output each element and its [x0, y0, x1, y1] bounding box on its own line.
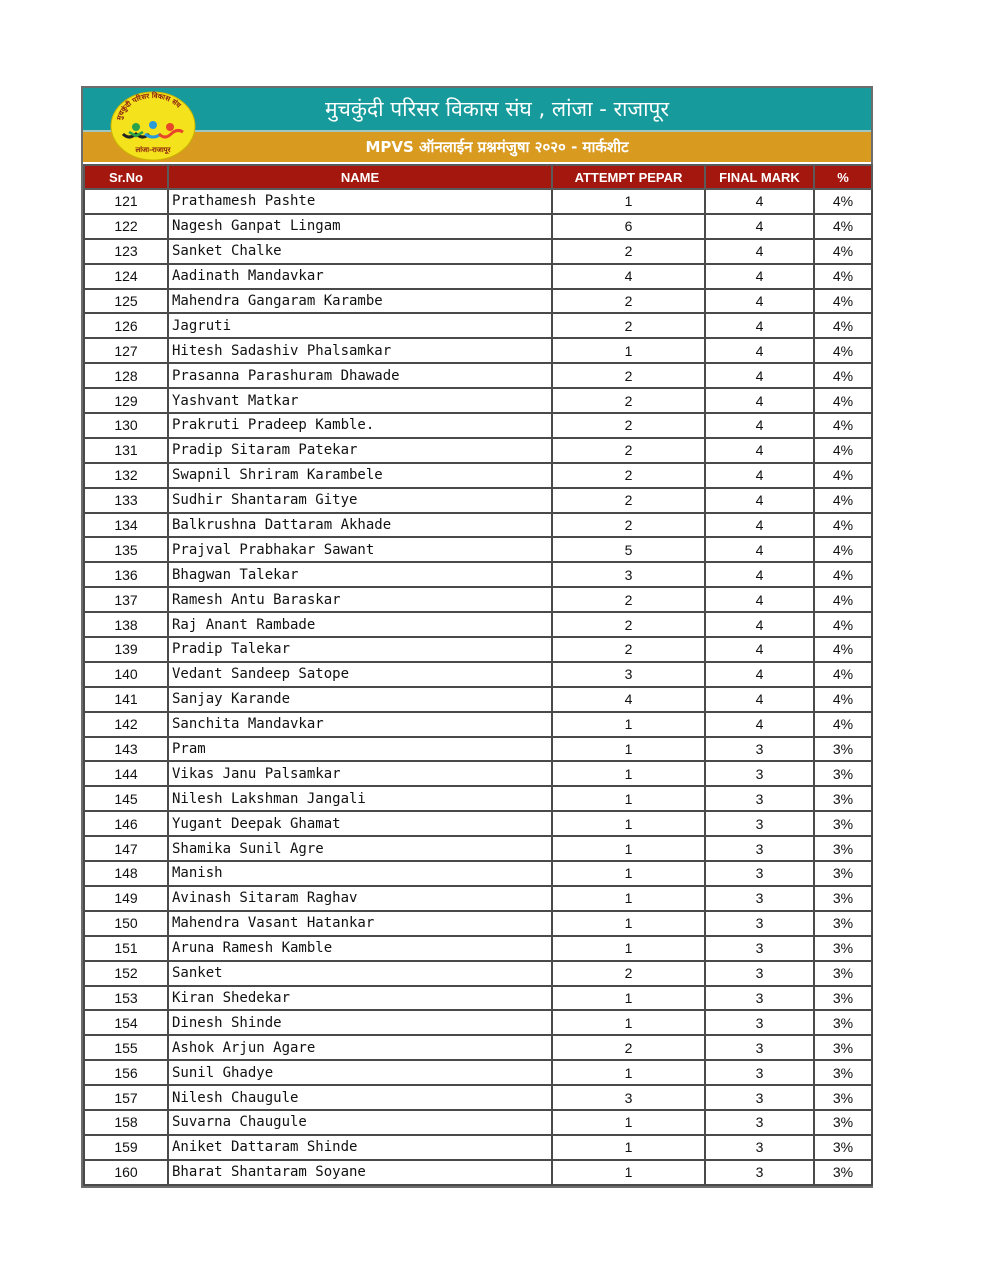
table-row: [84, 438, 872, 463]
cell-name: Yashvant Matkar: [168, 388, 552, 413]
cell-attempt: 2: [552, 513, 705, 538]
table-row: [84, 1110, 872, 1135]
cell-final-mark: 3: [705, 961, 814, 986]
table-row: [84, 886, 872, 911]
cell-percent: 4%: [814, 189, 872, 214]
cell-attempt: 1: [552, 1060, 705, 1085]
cell-final-mark: 4: [705, 214, 814, 239]
cell-percent: 4%: [814, 438, 872, 463]
cell-percent: 4%: [814, 513, 872, 538]
cell-name: Pradip Sitaram Patekar: [168, 438, 552, 463]
cell-name: Nilesh Lakshman Jangali: [168, 786, 552, 811]
cell-sr-no: 151: [84, 936, 168, 961]
cell-final-mark: 4: [705, 438, 814, 463]
cell-final-mark: 3: [705, 1085, 814, 1110]
cell-sr-no: 144: [84, 761, 168, 786]
table-row: [84, 836, 872, 861]
cell-final-mark: 4: [705, 662, 814, 687]
cell-attempt: 2: [552, 587, 705, 612]
cell-percent: 3%: [814, 911, 872, 936]
cell-name: Prasanna Parashuram Dhawade: [168, 363, 552, 388]
cell-percent: 3%: [814, 761, 872, 786]
table-row: [84, 313, 872, 338]
cell-final-mark: 4: [705, 264, 814, 289]
cell-sr-no: 143: [84, 737, 168, 762]
cell-name: Pram: [168, 737, 552, 762]
cell-sr-no: 150: [84, 911, 168, 936]
cell-sr-no: 154: [84, 1010, 168, 1035]
cell-sr-no: 137: [84, 587, 168, 612]
cell-name: Swapnil Shriram Karambele: [168, 463, 552, 488]
cell-final-mark: 3: [705, 986, 814, 1011]
cell-sr-no: 130: [84, 413, 168, 438]
table-row: [84, 1135, 872, 1160]
table-row: [84, 1035, 872, 1060]
cell-name: Pradip Talekar: [168, 637, 552, 662]
cell-name: Ramesh Antu Baraskar: [168, 587, 552, 612]
cell-sr-no: 139: [84, 637, 168, 662]
cell-name: Sudhir Shantaram Gitye: [168, 488, 552, 513]
marksheet-subtitle: MPVS ऑनलाईन प्रश्नमंजुषा २०२० - मार्कशीट: [365, 138, 629, 156]
table-row: [84, 911, 872, 936]
cell-percent: 3%: [814, 1085, 872, 1110]
cell-percent: 3%: [814, 1010, 872, 1035]
cell-percent: 3%: [814, 1110, 872, 1135]
cell-percent: 4%: [814, 264, 872, 289]
cell-name: Prathamesh Pashte: [168, 189, 552, 214]
cell-final-mark: 4: [705, 637, 814, 662]
table-row: [84, 338, 872, 363]
cell-attempt: 1: [552, 712, 705, 737]
table-row: [84, 1085, 872, 1110]
cell-sr-no: 122: [84, 214, 168, 239]
cell-final-mark: 3: [705, 911, 814, 936]
cell-final-mark: 3: [705, 1010, 814, 1035]
cell-name: Yugant Deepak Ghamat: [168, 811, 552, 836]
cell-attempt: 5: [552, 537, 705, 562]
cell-percent: 4%: [814, 562, 872, 587]
cell-sr-no: 159: [84, 1135, 168, 1160]
logo-arc-text: मुचकुंदी परिसर विकास संघ: [115, 91, 183, 121]
cell-percent: 4%: [814, 537, 872, 562]
cell-attempt: 1: [552, 811, 705, 836]
cell-percent: 4%: [814, 413, 872, 438]
cell-percent: 4%: [814, 313, 872, 338]
cell-sr-no: 124: [84, 264, 168, 289]
cell-sr-no: 135: [84, 537, 168, 562]
cell-name: Prakruti Pradeep Kamble.: [168, 413, 552, 438]
cell-name: Hitesh Sadashiv Phalsamkar: [168, 338, 552, 363]
marks-table: [83, 164, 873, 1186]
table-row: [84, 189, 872, 214]
cell-sr-no: 160: [84, 1160, 168, 1185]
cell-percent: 4%: [814, 488, 872, 513]
cell-name: Balkrushna Dattaram Akhade: [168, 513, 552, 538]
cell-percent: 4%: [814, 662, 872, 687]
cell-sr-no: 153: [84, 986, 168, 1011]
table-row: [84, 986, 872, 1011]
table-row: [84, 761, 872, 786]
cell-attempt: 1: [552, 338, 705, 363]
cell-sr-no: 155: [84, 1035, 168, 1060]
cell-percent: 3%: [814, 886, 872, 911]
column-header-percent: %: [814, 165, 872, 189]
cell-sr-no: 134: [84, 513, 168, 538]
table-header-row: [84, 165, 872, 189]
cell-sr-no: 145: [84, 786, 168, 811]
cell-attempt: 1: [552, 761, 705, 786]
cell-attempt: 2: [552, 388, 705, 413]
cell-attempt: 1: [552, 1160, 705, 1185]
table-row: [84, 1160, 872, 1185]
cell-name: Ashok Arjun Agare: [168, 1035, 552, 1060]
cell-sr-no: 141: [84, 687, 168, 712]
cell-name: Bharat Shantaram Soyane: [168, 1160, 552, 1185]
cell-final-mark: 3: [705, 1135, 814, 1160]
table-row: [84, 811, 872, 836]
cell-name: Manish: [168, 861, 552, 886]
cell-final-mark: 3: [705, 737, 814, 762]
cell-sr-no: 129: [84, 388, 168, 413]
cell-final-mark: 3: [705, 836, 814, 861]
cell-sr-no: 128: [84, 363, 168, 388]
cell-percent: 3%: [814, 811, 872, 836]
cell-attempt: 2: [552, 637, 705, 662]
cell-name: Vedant Sandeep Satope: [168, 662, 552, 687]
cell-attempt: 2: [552, 1035, 705, 1060]
cell-attempt: 2: [552, 363, 705, 388]
cell-final-mark: 4: [705, 189, 814, 214]
cell-name: Prajval Prabhakar Sawant: [168, 537, 552, 562]
cell-attempt: 2: [552, 413, 705, 438]
cell-final-mark: 3: [705, 1060, 814, 1085]
cell-sr-no: 133: [84, 488, 168, 513]
cell-name: Sanket Chalke: [168, 239, 552, 264]
cell-final-mark: 4: [705, 612, 814, 637]
cell-final-mark: 4: [705, 388, 814, 413]
cell-name: Aniket Dattaram Shinde: [168, 1135, 552, 1160]
cell-percent: 3%: [814, 836, 872, 861]
cell-attempt: 2: [552, 239, 705, 264]
cell-sr-no: 149: [84, 886, 168, 911]
cell-sr-no: 136: [84, 562, 168, 587]
cell-final-mark: 4: [705, 239, 814, 264]
table-row: [84, 1060, 872, 1085]
cell-attempt: 2: [552, 463, 705, 488]
cell-attempt: 2: [552, 438, 705, 463]
cell-attempt: 1: [552, 911, 705, 936]
cell-attempt: 2: [552, 289, 705, 314]
cell-final-mark: 3: [705, 761, 814, 786]
header-banner: [83, 88, 871, 164]
table-row: [84, 737, 872, 762]
cell-final-mark: 3: [705, 886, 814, 911]
cell-name: Aruna Ramesh Kamble: [168, 936, 552, 961]
cell-name: Vikas Janu Palsamkar: [168, 761, 552, 786]
cell-name: Suvarna Chaugule: [168, 1110, 552, 1135]
table-row: [84, 239, 872, 264]
cell-percent: 4%: [814, 214, 872, 239]
column-header-sr-no: Sr.No: [84, 165, 168, 189]
cell-name: Aadinath Mandavkar: [168, 264, 552, 289]
cell-name: Sanket: [168, 961, 552, 986]
cell-attempt: 2: [552, 313, 705, 338]
table-row: [84, 488, 872, 513]
table-row: [84, 214, 872, 239]
cell-name: Mahendra Vasant Hatankar: [168, 911, 552, 936]
cell-attempt: 1: [552, 936, 705, 961]
cell-attempt: 1: [552, 189, 705, 214]
cell-name: Sunil Ghadye: [168, 1060, 552, 1085]
cell-name: Mahendra Gangaram Karambe: [168, 289, 552, 314]
cell-name: Raj Anant Rambade: [168, 612, 552, 637]
table-row: [84, 413, 872, 438]
cell-final-mark: 4: [705, 562, 814, 587]
table-row: [84, 936, 872, 961]
cell-final-mark: 4: [705, 313, 814, 338]
cell-sr-no: 123: [84, 239, 168, 264]
cell-sr-no: 132: [84, 463, 168, 488]
cell-attempt: 4: [552, 264, 705, 289]
cell-sr-no: 152: [84, 961, 168, 986]
organization-title: मुचकुंदी परिसर विकास संघ , लांजा - राजापूर: [324, 97, 670, 121]
cell-percent: 3%: [814, 986, 872, 1011]
cell-name: Bhagwan Talekar: [168, 562, 552, 587]
table-row: [84, 363, 872, 388]
cell-final-mark: 4: [705, 289, 814, 314]
column-header-final-mark: FINAL MARK: [705, 165, 814, 189]
table-row: [84, 861, 872, 886]
cell-attempt: 3: [552, 1085, 705, 1110]
cell-attempt: 1: [552, 836, 705, 861]
cell-percent: 4%: [814, 612, 872, 637]
cell-attempt: 1: [552, 886, 705, 911]
cell-final-mark: 4: [705, 363, 814, 388]
cell-name: Avinash Sitaram Raghav: [168, 886, 552, 911]
column-header-attempt: ATTEMPT PEPAR: [552, 165, 705, 189]
cell-sr-no: 142: [84, 712, 168, 737]
table-row: [84, 562, 872, 587]
cell-final-mark: 4: [705, 488, 814, 513]
cell-final-mark: 4: [705, 712, 814, 737]
table-row: [84, 687, 872, 712]
column-header-name: NAME: [168, 165, 552, 189]
cell-percent: 3%: [814, 961, 872, 986]
table-row: [84, 463, 872, 488]
cell-attempt: 6: [552, 214, 705, 239]
cell-name: Shamika Sunil Agre: [168, 836, 552, 861]
cell-final-mark: 4: [705, 587, 814, 612]
table-row: [84, 612, 872, 637]
cell-attempt: 3: [552, 562, 705, 587]
table-row: [84, 712, 872, 737]
cell-percent: 3%: [814, 936, 872, 961]
cell-percent: 3%: [814, 737, 872, 762]
cell-percent: 4%: [814, 463, 872, 488]
table-row: [84, 537, 872, 562]
cell-percent: 3%: [814, 1160, 872, 1185]
cell-attempt: 2: [552, 961, 705, 986]
cell-sr-no: 131: [84, 438, 168, 463]
table-row: [84, 289, 872, 314]
cell-final-mark: 4: [705, 513, 814, 538]
table-row: [84, 1010, 872, 1035]
marksheet: [81, 86, 873, 1188]
cell-final-mark: 3: [705, 1035, 814, 1060]
cell-sr-no: 148: [84, 861, 168, 886]
cell-sr-no: 127: [84, 338, 168, 363]
cell-final-mark: 3: [705, 861, 814, 886]
cell-name: Nagesh Ganpat Lingam: [168, 214, 552, 239]
cell-name: Nilesh Chaugule: [168, 1085, 552, 1110]
cell-attempt: 1: [552, 786, 705, 811]
cell-percent: 4%: [814, 388, 872, 413]
cell-percent: 4%: [814, 363, 872, 388]
cell-percent: 4%: [814, 239, 872, 264]
cell-attempt: 1: [552, 861, 705, 886]
cell-percent: 3%: [814, 861, 872, 886]
table-row: [84, 513, 872, 538]
cell-sr-no: 158: [84, 1110, 168, 1135]
cell-attempt: 1: [552, 737, 705, 762]
organization-logo-icon: [109, 90, 197, 162]
cell-sr-no: 125: [84, 289, 168, 314]
cell-final-mark: 3: [705, 1160, 814, 1185]
cell-percent: 3%: [814, 1135, 872, 1160]
cell-percent: 3%: [814, 786, 872, 811]
cell-final-mark: 3: [705, 1110, 814, 1135]
cell-final-mark: 3: [705, 936, 814, 961]
cell-sr-no: 157: [84, 1085, 168, 1110]
subtitle-band: [83, 132, 871, 162]
table-row: [84, 388, 872, 413]
cell-sr-no: 126: [84, 313, 168, 338]
title-band: [83, 88, 871, 130]
table-row: [84, 637, 872, 662]
cell-percent: 4%: [814, 289, 872, 314]
table-row: [84, 264, 872, 289]
cell-percent: 4%: [814, 687, 872, 712]
cell-sr-no: 156: [84, 1060, 168, 1085]
cell-name: Sanjay Karande: [168, 687, 552, 712]
cell-name: Kiran Shedekar: [168, 986, 552, 1011]
cell-name: Sanchita Mandavkar: [168, 712, 552, 737]
cell-final-mark: 3: [705, 811, 814, 836]
cell-attempt: 4: [552, 687, 705, 712]
cell-percent: 3%: [814, 1035, 872, 1060]
table-row: [84, 662, 872, 687]
cell-percent: 4%: [814, 712, 872, 737]
cell-name: Dinesh Shinde: [168, 1010, 552, 1035]
cell-percent: 4%: [814, 637, 872, 662]
cell-final-mark: 4: [705, 463, 814, 488]
cell-attempt: 3: [552, 662, 705, 687]
cell-attempt: 1: [552, 1135, 705, 1160]
cell-sr-no: 138: [84, 612, 168, 637]
cell-attempt: 1: [552, 986, 705, 1011]
cell-final-mark: 4: [705, 537, 814, 562]
cell-attempt: 1: [552, 1010, 705, 1035]
logo-bottom-text: लांजा-राजापूर: [135, 146, 171, 154]
cell-name: Jagruti: [168, 313, 552, 338]
cell-final-mark: 4: [705, 413, 814, 438]
cell-percent: 4%: [814, 338, 872, 363]
cell-sr-no: 121: [84, 189, 168, 214]
cell-percent: 4%: [814, 587, 872, 612]
cell-final-mark: 3: [705, 786, 814, 811]
table-row: [84, 587, 872, 612]
table-row: [84, 786, 872, 811]
cell-attempt: 1: [552, 1110, 705, 1135]
table-row: [84, 961, 872, 986]
cell-sr-no: 140: [84, 662, 168, 687]
cell-sr-no: 147: [84, 836, 168, 861]
cell-final-mark: 4: [705, 338, 814, 363]
cell-attempt: 2: [552, 612, 705, 637]
cell-percent: 3%: [814, 1060, 872, 1085]
cell-attempt: 2: [552, 488, 705, 513]
cell-final-mark: 4: [705, 687, 814, 712]
cell-sr-no: 146: [84, 811, 168, 836]
